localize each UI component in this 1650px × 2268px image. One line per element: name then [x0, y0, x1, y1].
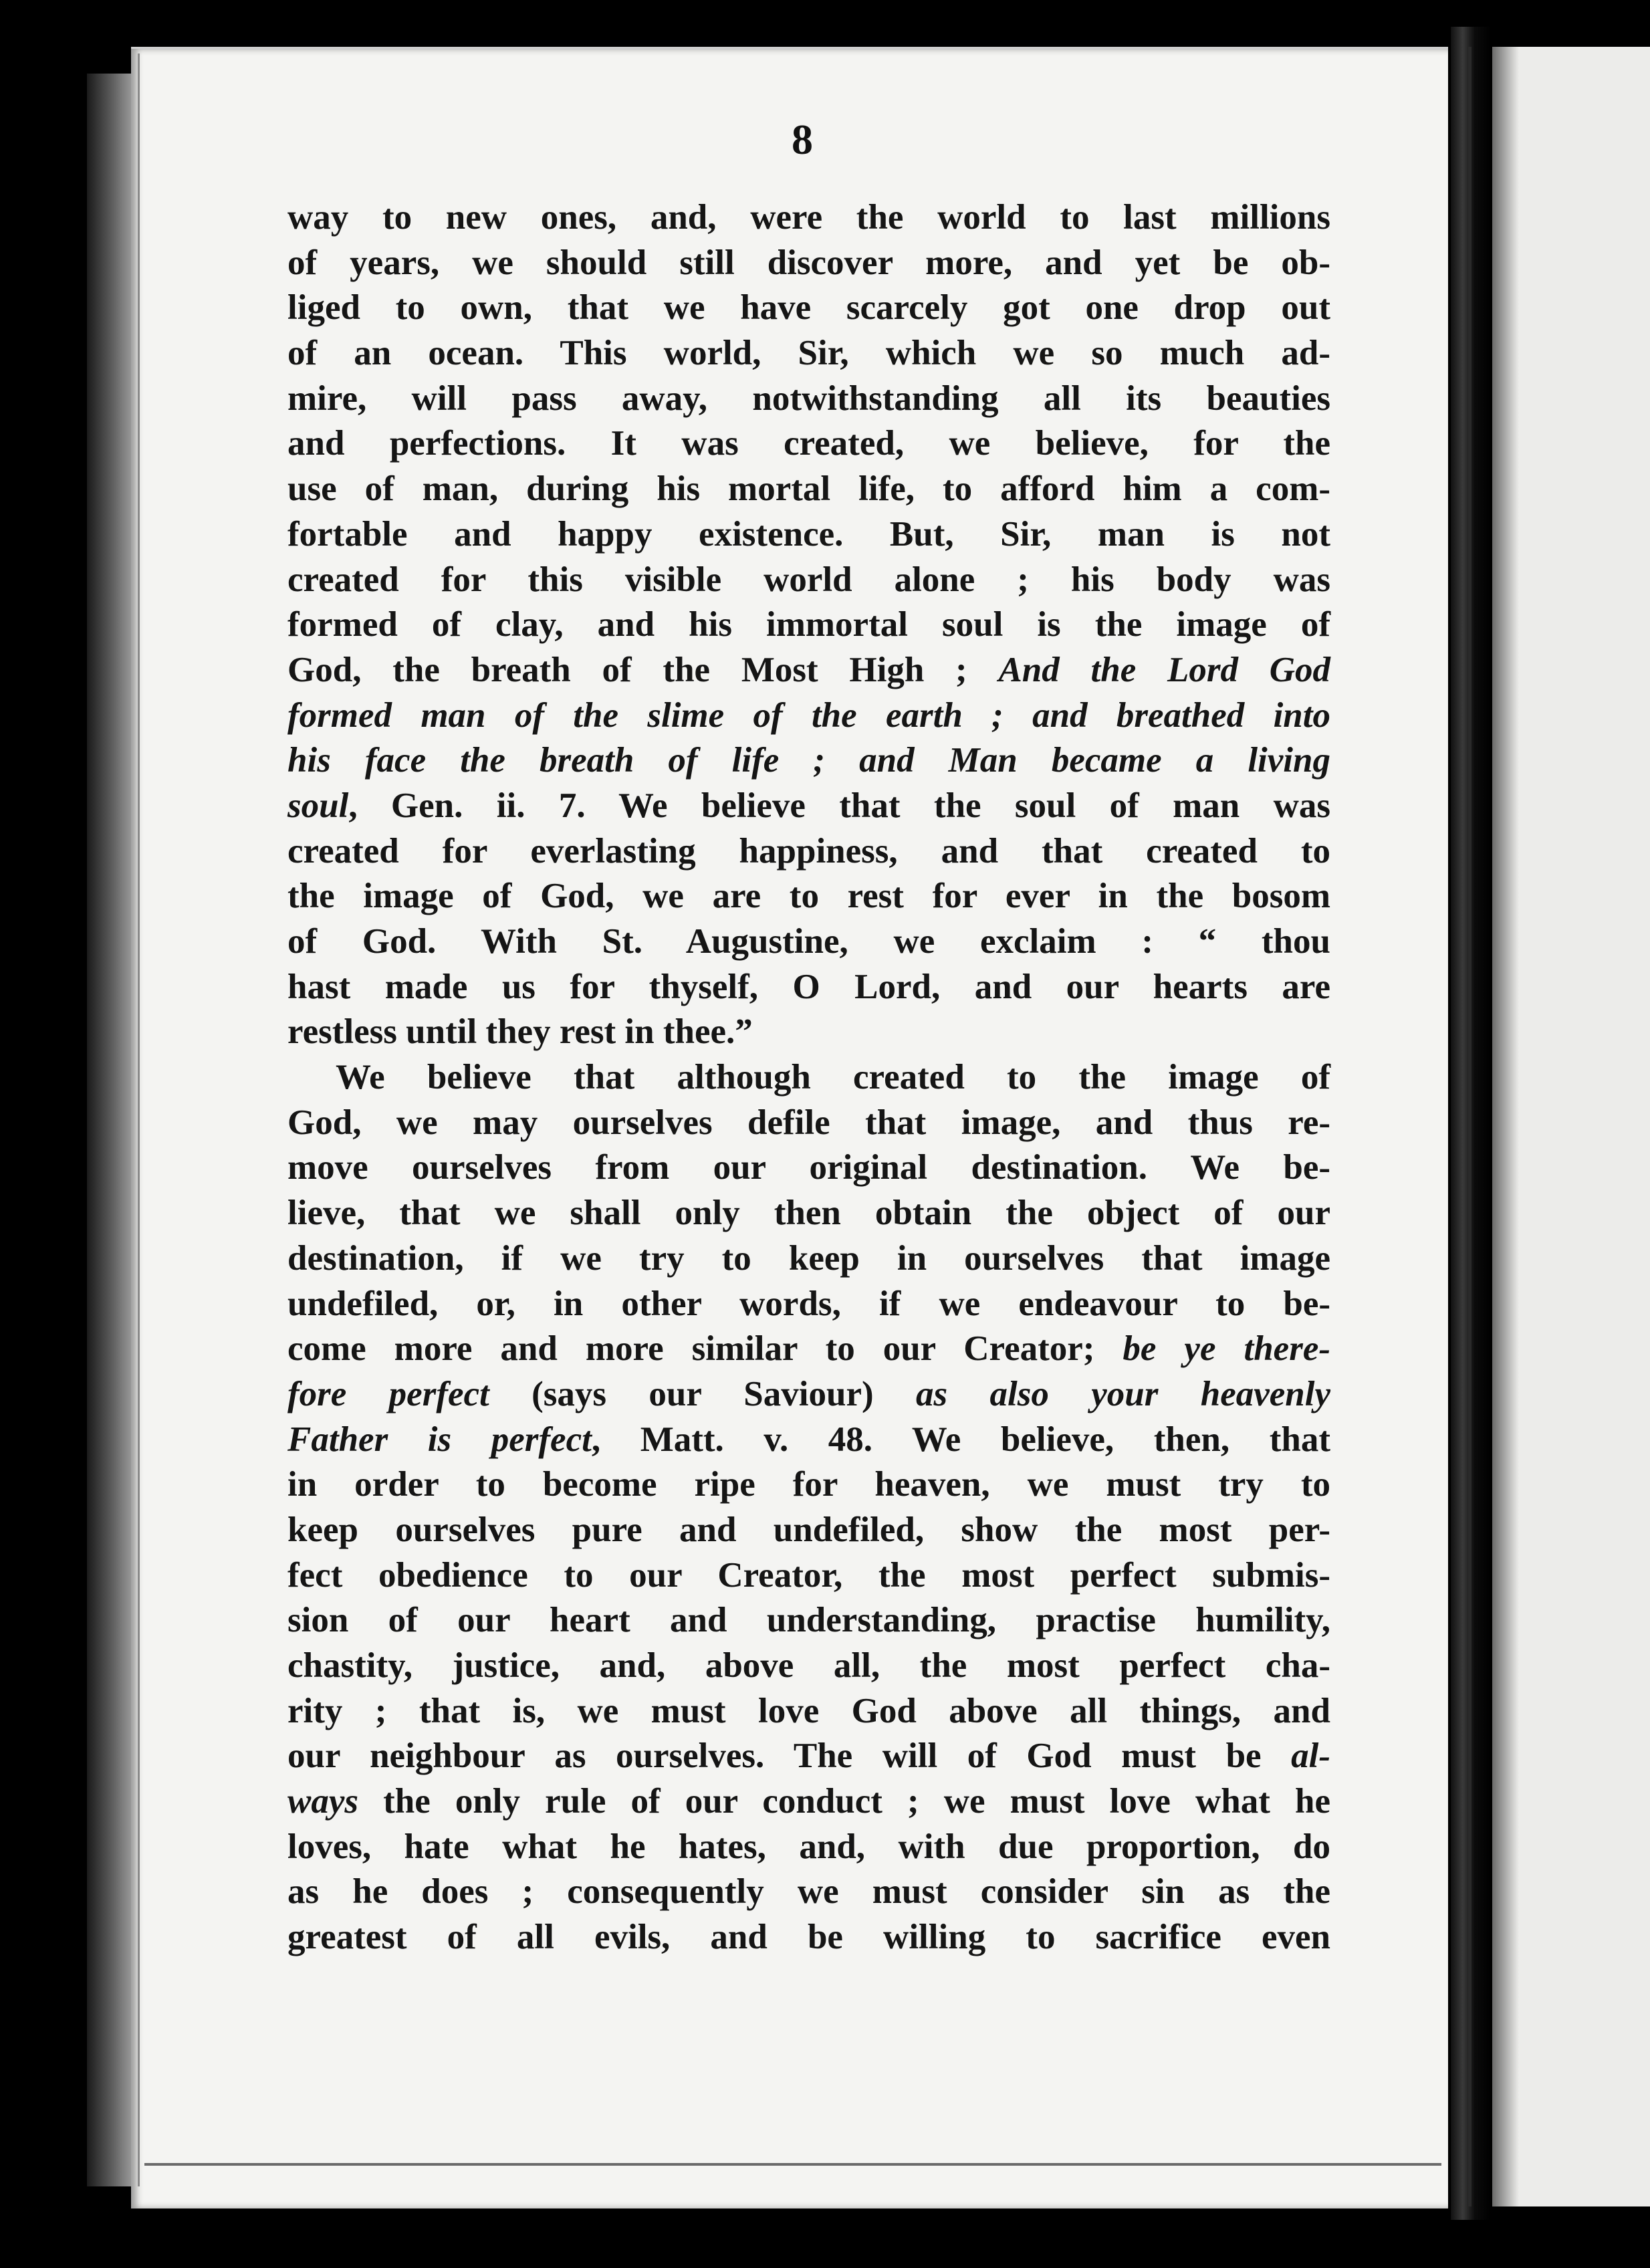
text-segment: loves, hate what he hates, and, with due proportion, do	[287, 1827, 1330, 1866]
text-line	[287, 1327, 1330, 1372]
text-segment: our neighbour as ourselves. The will of God must be	[287, 1736, 1292, 1776]
text-line	[287, 1508, 1330, 1553]
italic-text: as also your heavenly	[916, 1374, 1331, 1413]
text-segment: fortable and happy existence. But, Sir, man is not	[287, 514, 1330, 554]
italic-text: his face the breath of life ; and Man became a living	[287, 741, 1330, 780]
text-segment: created for everlasting happiness, and that created to	[287, 831, 1330, 871]
text-line	[287, 693, 1330, 739]
text-line	[287, 1418, 1330, 1463]
text-segment: formed of clay, and his immortal soul is the image of	[287, 605, 1330, 645]
text-line	[287, 738, 1330, 784]
text-segment: (says our Saviour)	[489, 1374, 917, 1413]
page-number: 8	[792, 116, 813, 163]
text-segment: the image of God, we are to rest for ever in the bosom	[287, 877, 1330, 916]
italic-text: And the Lord God	[998, 650, 1331, 689]
text-segment: liged to own, that we have scarcely got one drop out	[287, 288, 1330, 328]
text-line	[287, 919, 1330, 965]
text-line	[287, 1915, 1330, 1960]
text-line	[287, 421, 1330, 467]
text-segment: , Gen. ii. 7. We believe that the soul of man was	[348, 786, 1330, 825]
text-segment: undefiled, or, in other words, if we endeavour to be-	[287, 1284, 1330, 1323]
text-line	[287, 784, 1330, 829]
text-line	[287, 195, 1330, 241]
page-bottom-edge	[144, 2163, 1441, 2166]
text-line	[287, 512, 1330, 558]
text-segment: We believe that although created to the image of	[336, 1058, 1330, 1097]
text-segment: God, the breath of the Most High ;	[287, 650, 999, 689]
body-text	[287, 195, 1330, 1960]
text-segment: the only rule of our conduct ; we must love what he	[358, 1782, 1330, 1821]
text-segment: rity ; that is, we must love God above all things, and	[287, 1691, 1330, 1730]
text-line	[287, 1055, 1330, 1101]
text-line	[287, 874, 1330, 919]
text-segment: way to new ones, and, were the world to last millions	[287, 198, 1330, 237]
text-segment: use of man, during his mortal life, to afford him a com-	[287, 469, 1330, 509]
text-segment: lieve, that we shall only then obtain the object of our	[287, 1194, 1330, 1233]
text-line	[287, 1779, 1330, 1825]
text-line	[287, 648, 1330, 693]
text-line	[287, 1825, 1330, 1870]
text-line	[287, 965, 1330, 1010]
text-line	[287, 1553, 1330, 1599]
text-segment: destination, if we try to keep in ourselves that image	[287, 1238, 1330, 1278]
text-line	[287, 1191, 1330, 1236]
italic-text: Father is perfect	[287, 1420, 592, 1459]
text-line	[287, 1010, 1330, 1055]
text-segment: in order to become ripe for heaven, we must try to	[287, 1465, 1330, 1504]
text-segment: of God. With St. Augustine, we exclaim : “ thou	[287, 922, 1330, 961]
text-line	[287, 1282, 1330, 1327]
facing-page-shadow	[1492, 47, 1519, 2206]
page-left-rule	[138, 53, 140, 2186]
italic-text: soul	[287, 786, 349, 825]
text-line	[287, 331, 1330, 376]
text-segment: sion of our heart and understanding, practise humility,	[287, 1601, 1330, 1640]
italic-text: ways	[287, 1782, 358, 1821]
text-line	[287, 241, 1330, 286]
text-segment: greatest of all evils, and be willing to sacrifice even	[287, 1918, 1330, 1957]
text-segment: created for this visible world alone ; his body was	[287, 560, 1330, 599]
text-line	[287, 1869, 1330, 1915]
text-segment: mire, will pass away, notwithstanding all its beauties	[287, 378, 1330, 418]
text-line	[287, 829, 1330, 875]
text-segment: hast made us for thyself, O Lord, and our hearts are	[287, 967, 1330, 1006]
text-line	[287, 1734, 1330, 1779]
text-line	[287, 1145, 1330, 1191]
text-line	[287, 558, 1330, 603]
text-line	[287, 1462, 1330, 1508]
italic-text: fore perfect	[287, 1374, 489, 1413]
italic-text: be ye there-	[1123, 1329, 1330, 1369]
text-line	[287, 467, 1330, 512]
text-segment: , Matt. v. 48. We believe, then, that	[591, 1420, 1330, 1459]
italic-text: al-	[1291, 1736, 1330, 1776]
text-line	[287, 376, 1330, 422]
text-line	[287, 1643, 1330, 1689]
text-line	[287, 286, 1330, 331]
text-segment: fect obedience to our Creator, the most perfect submis-	[287, 1555, 1330, 1595]
text-line	[287, 1598, 1330, 1643]
text-line	[287, 1236, 1330, 1282]
text-segment: keep ourselves pure and undefiled, show the most per-	[287, 1510, 1330, 1549]
text-segment: God, we may ourselves defile that image, and thus re-	[287, 1103, 1330, 1142]
text-segment: move ourselves from our original destination. We be-	[287, 1148, 1330, 1187]
text-segment: chastity, justice, and, above all, the most perfect cha-	[287, 1646, 1330, 1685]
text-segment: of years, we should still discover more, and yet be ob-	[287, 243, 1330, 282]
text-line	[287, 1101, 1330, 1146]
text-segment: of an ocean. This world, Sir, which we so much ad-	[287, 334, 1330, 373]
italic-text: formed man of the slime of the earth ; and breathed into	[287, 695, 1330, 735]
text-line	[287, 1689, 1330, 1734]
spine-line	[1468, 47, 1471, 2206]
text-line	[287, 1372, 1330, 1418]
text-segment: and perfections. It was created, we believe, for the	[287, 424, 1330, 463]
text-segment: come more and more similar to our Creator;	[287, 1329, 1123, 1369]
text-segment: as he does ; consequently we must consider sin as the	[287, 1872, 1330, 1912]
text-segment: restless until they rest in thee.”	[287, 1012, 753, 1052]
text-line	[287, 602, 1330, 648]
